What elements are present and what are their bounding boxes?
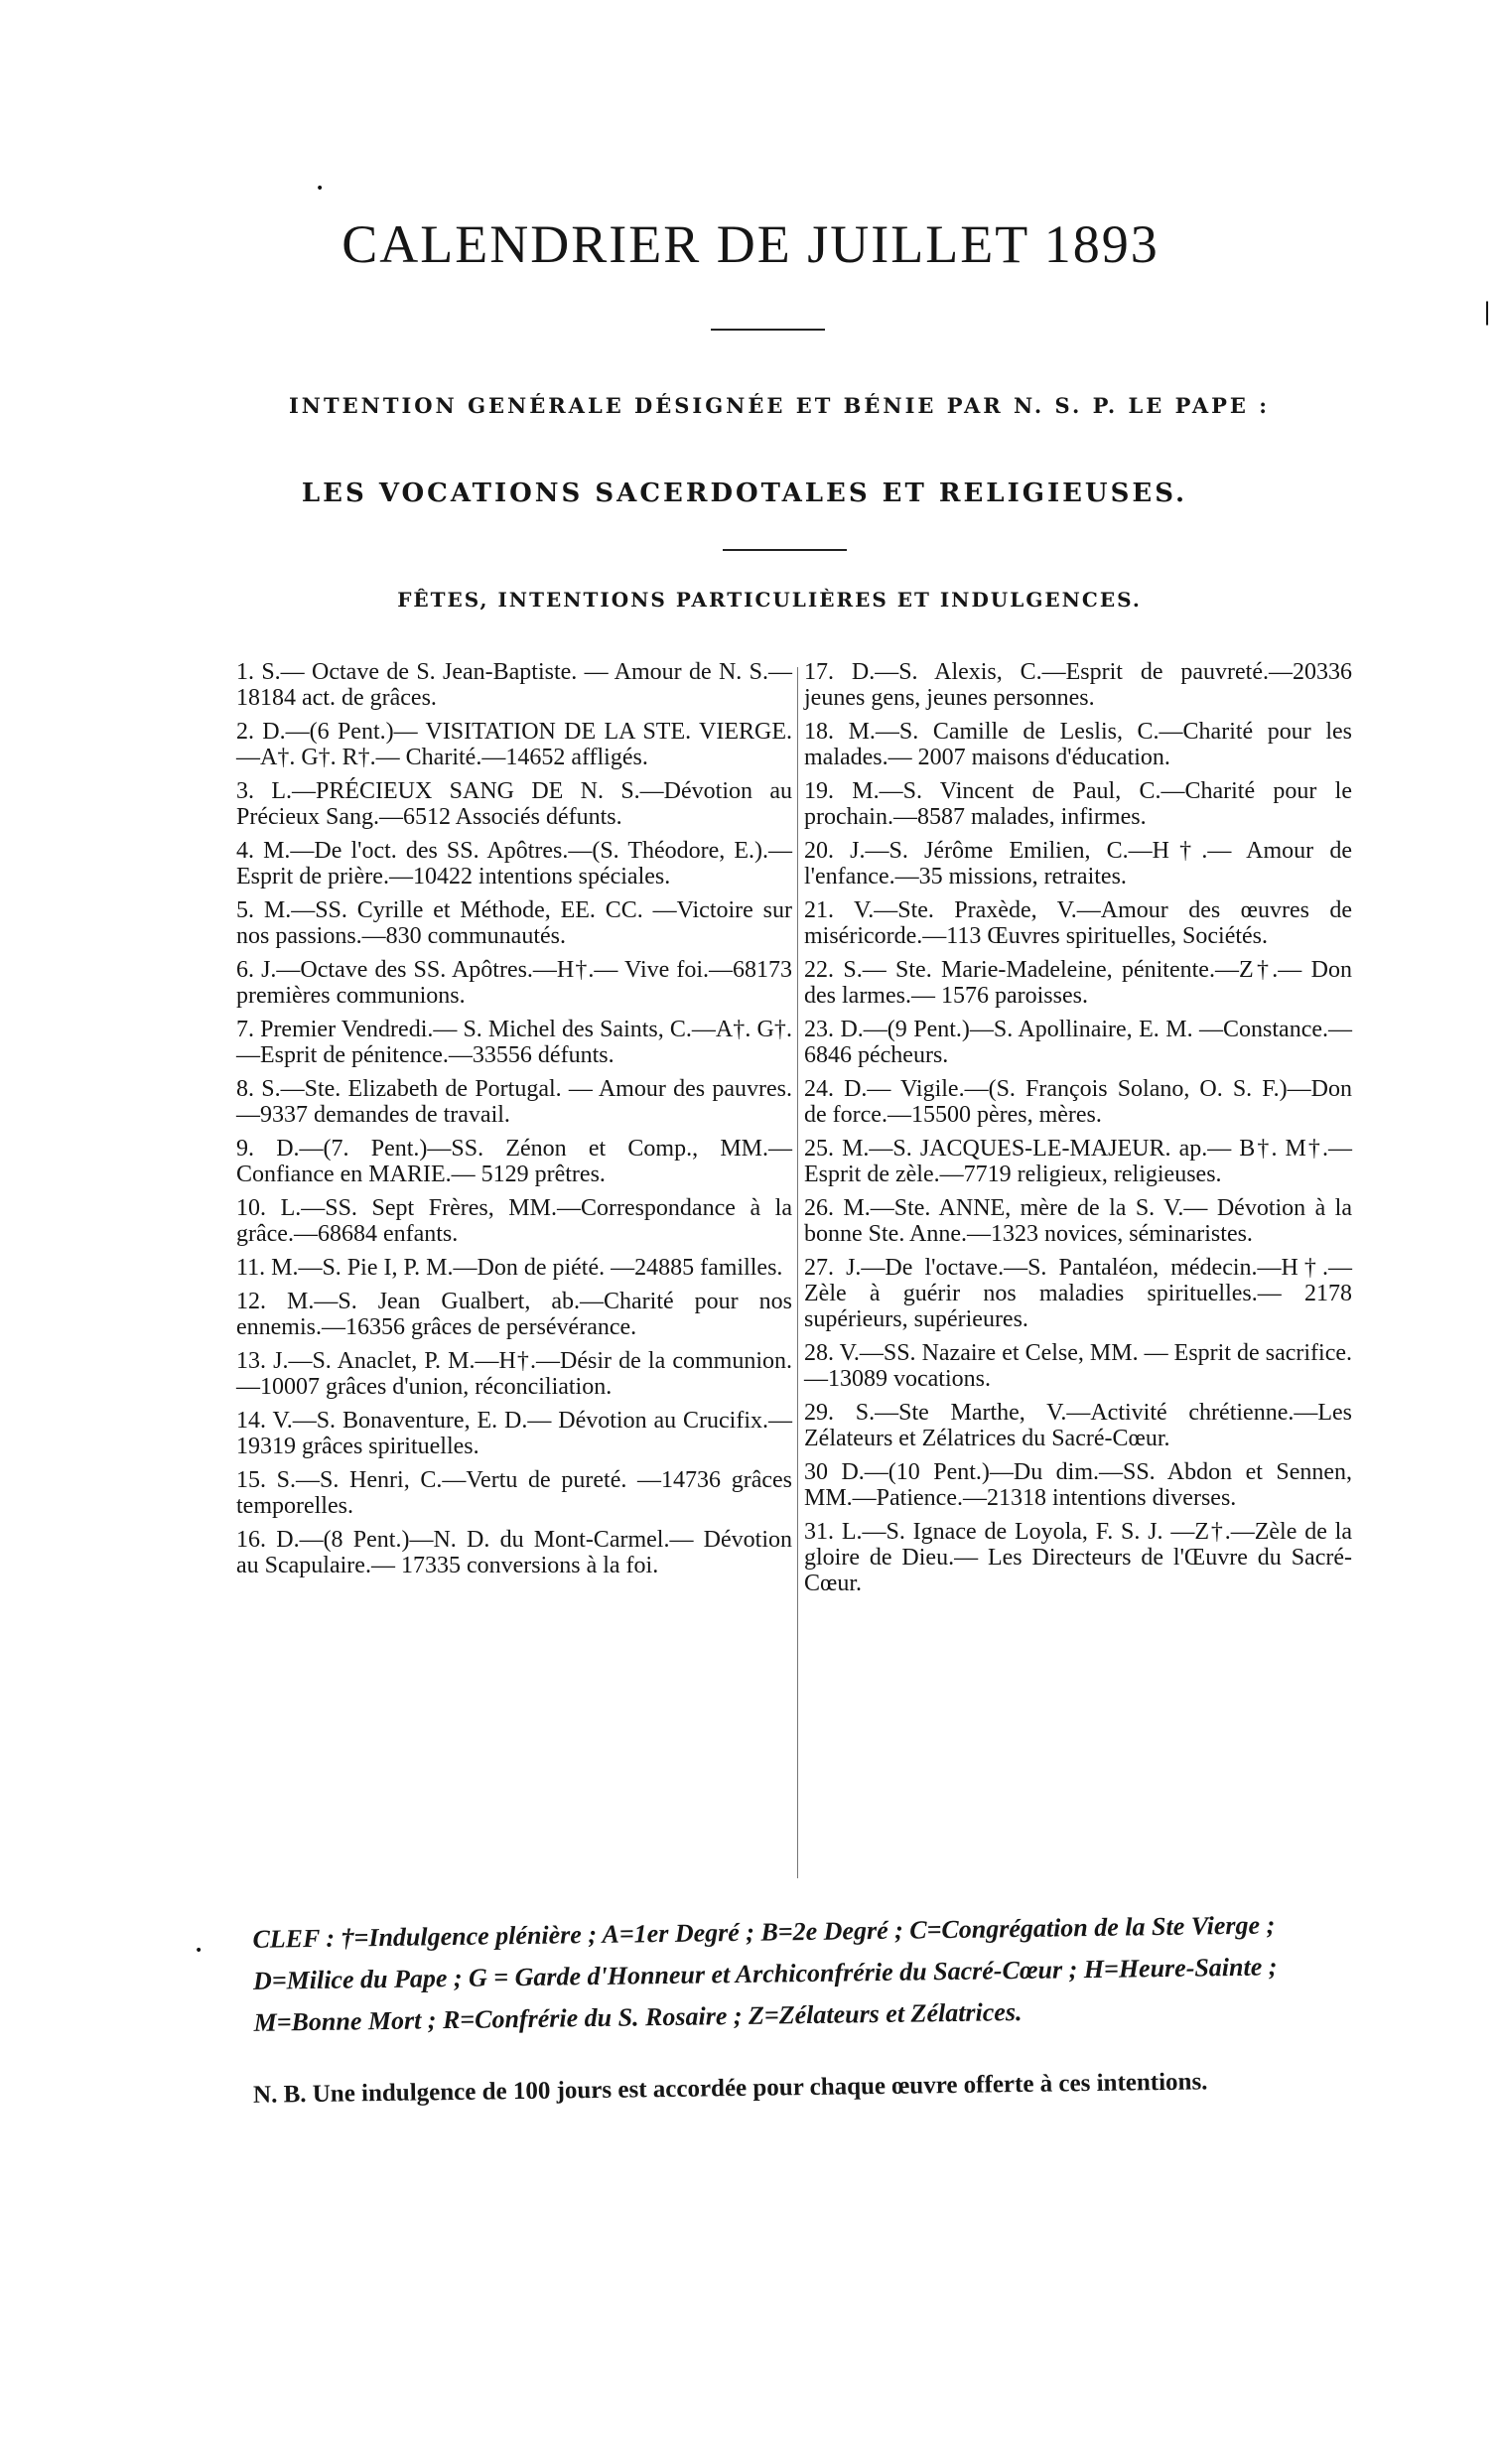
calendar-entry: 3. L.—PRÉCIEUX SANG DE N. S.—Dévotion au Précieux Sang.—6512 Associés défunts. xyxy=(236,778,792,830)
calendar-entry: 29. S.—Ste Marthe, V.—Activité chrétienne.—Les Zélateurs et Zélatrices du Sacré-Cœur. xyxy=(804,1400,1352,1451)
note-nb: N. B. Une indulgence de 100 jours est accordée pour chaque œuvre offerte à ces intentions. xyxy=(252,2068,1208,2109)
calendar-entry: 10. L.—SS. Sept Frères, MM.—Correspondance à la grâce.—68684 enfants. xyxy=(236,1195,792,1247)
calendar-entry: 13. J.—S. Anaclet, P. M.—H†.—Désir de la communion.—10007 grâces d'union, réconciliation. xyxy=(236,1348,792,1400)
calendar-entry: 16. D.—(8 Pent.)—N. D. du Mont-Carmel.— Dévotion au Scapulaire.— 17335 conversions à la foi. xyxy=(236,1527,792,1578)
subject-rule xyxy=(723,549,847,551)
calendar-entry: 19. M.—S. Vincent de Paul, C.—Charité pour le prochain.—8587 malades, infirmes. xyxy=(804,778,1352,830)
calendar-entry: 18. M.—S. Camille de Leslis, C.—Charité pour les malades.— 2007 maisons d'éducation. xyxy=(804,719,1352,770)
margin-dot: • xyxy=(195,1943,204,1959)
title-rule xyxy=(711,329,825,331)
calendar-entry: 5. M.—SS. Cyrille et Méthode, EE. CC. —Victoire sur nos passions.—830 communautés. xyxy=(236,897,792,949)
margin-tick: | xyxy=(1483,298,1492,326)
calendar-entry: 26. M.—Ste. ANNE, mère de la S. V.— Dévotion à la bonne Ste. Anne.—1323 novices, séminaristes. xyxy=(804,1195,1352,1247)
calendar-entry: 25. M.—S. JACQUES-LE-MAJEUR. ap.— B†. M†.—Esprit de zèle.—7719 religieux, religieuses. xyxy=(804,1136,1352,1187)
feasts-heading: FÊTES, INTENTIONS PARTICULIÈRES ET INDULGENCES. xyxy=(397,588,1142,612)
calendar-entry: 24. D.— Vigile.—(S. François Solano, O. S. F.)—Don de force.—15500 pères, mères. xyxy=(804,1076,1352,1128)
calendar-entry: 22. S.— Ste. Marie-Madeleine, pénitente.—Z†.— Don des larmes.— 1576 paroisses. xyxy=(804,957,1352,1009)
calendar-entry: 1. S.— Octave de S. Jean-Baptiste. — Amour de N. S.—18184 act. de grâces. xyxy=(236,659,792,711)
column-divider xyxy=(797,667,798,1878)
calendar-entry: 15. S.—S. Henri, C.—Vertu de pureté. —14736 grâces temporelles. xyxy=(236,1467,792,1519)
calendar-entry: 14. V.—S. Bonaventure, E. D.— Dévotion au Crucifix.—19319 grâces spirituelles. xyxy=(236,1408,792,1459)
page-dot: • xyxy=(316,181,325,197)
calendar-entry: 7. Premier Vendredi.— S. Michel des Saints, C.—A†. G†.—Esprit de pénitence.—33556 défunts. xyxy=(236,1017,792,1068)
calendar-entry: 8. S.—Ste. Elizabeth de Portugal. — Amour des pauvres.—9337 demandes de travail. xyxy=(236,1076,792,1128)
calendar-entry: 4. M.—De l'oct. des SS. Apôtres.—(S. Théodore, E.).—Esprit de prière.—10422 intentions spéciales. xyxy=(236,838,792,890)
legend-key: CLEF : †=Indulgence plénière ; A=1er Degré ; B=2e Degré ; C=Congrégation de la Ste Vierge ; D=Milice du Pape ; G = Garde d'Honneur et Archiconfrérie du Sacré-Cœur ; H=Heure-Sainte ; M=Bonne Mort ; R=Confrérie du S. Rosaire ; Z=Zélateurs et Zélatrices. xyxy=(252,1910,1278,2037)
calendar-entry: 31. L.—S. Ignace de Loyola, F. S. J. —Z†.—Zèle de la gloire de Dieu.— Les Directeurs de l'Œuvre du Sacré-Cœur. xyxy=(804,1519,1352,1596)
calendar-entry: 12. M.—S. Jean Gualbert, ab.—Charité pour nos ennemis.—16356 grâces de persévérance. xyxy=(236,1289,792,1340)
calendar-entry: 9. D.—(7. Pent.)—SS. Zénon et Comp., MM.—Confiance en MARIE.— 5129 prêtres. xyxy=(236,1136,792,1187)
calendar-left-column xyxy=(236,659,792,1586)
calendar-entry: 6. J.—Octave des SS. Apôtres.—H†.— Vive foi.—68173 premières communions. xyxy=(236,957,792,1009)
calendar-entry: 28. V.—SS. Nazaire et Celse, MM. — Esprit de sacrifice.—13089 vocations. xyxy=(804,1340,1352,1392)
intention-subject: LES VOCATIONS SACERDOTALES ET RELIGIEUSES. xyxy=(301,479,1188,508)
calendar-entry: 11. M.—S. Pie I, P. M.—Don de piété. —24885 familles. xyxy=(236,1255,783,1281)
calendar-entry: 27. J.—De l'octave.—S. Pantaléon, médecin.—H†.—Zèle à guérir nos maladies spirituelles.— 2178 supérieurs, supérieures. xyxy=(804,1255,1352,1332)
page-title: CALENDRIER DE JUILLET 1893 xyxy=(341,214,1160,274)
calendar-entry: 30 D.—(10 Pent.)—Du dim.—SS. Abdon et Sennen, MM.—Patience.—21318 intentions diverses. xyxy=(804,1459,1352,1511)
calendar-entry: 23. D.—(9 Pent.)—S. Apollinaire, E. M. —Constance.—6846 pécheurs. xyxy=(804,1017,1352,1068)
calendar-right-column xyxy=(804,659,1352,1604)
calendar-entry: 20. J.—S. Jérôme Emilien, C.—H†.— Amour de l'enfance.—35 missions, retraites. xyxy=(804,838,1352,890)
calendar-entry: 2. D.—(6 Pent.)— VISITATION DE LA STE. VIERGE.—A†. G†. R†.— Charité.—14652 affligés. xyxy=(236,719,792,770)
calendar-entry: 17. D.—S. Alexis, C.—Esprit de pauvreté.—20336 jeunes gens, jeunes personnes. xyxy=(804,659,1352,711)
calendar-entry: 21. V.—Ste. Praxède, V.—Amour des œuvres de miséricorde.—113 Œuvres spirituelles, Sociétés. xyxy=(804,897,1352,949)
general-intention: INTENTION GENÉRALE DÉSIGNÉE ET BÉNIE PAR N. S. P. LE PAPE : xyxy=(288,393,1271,418)
